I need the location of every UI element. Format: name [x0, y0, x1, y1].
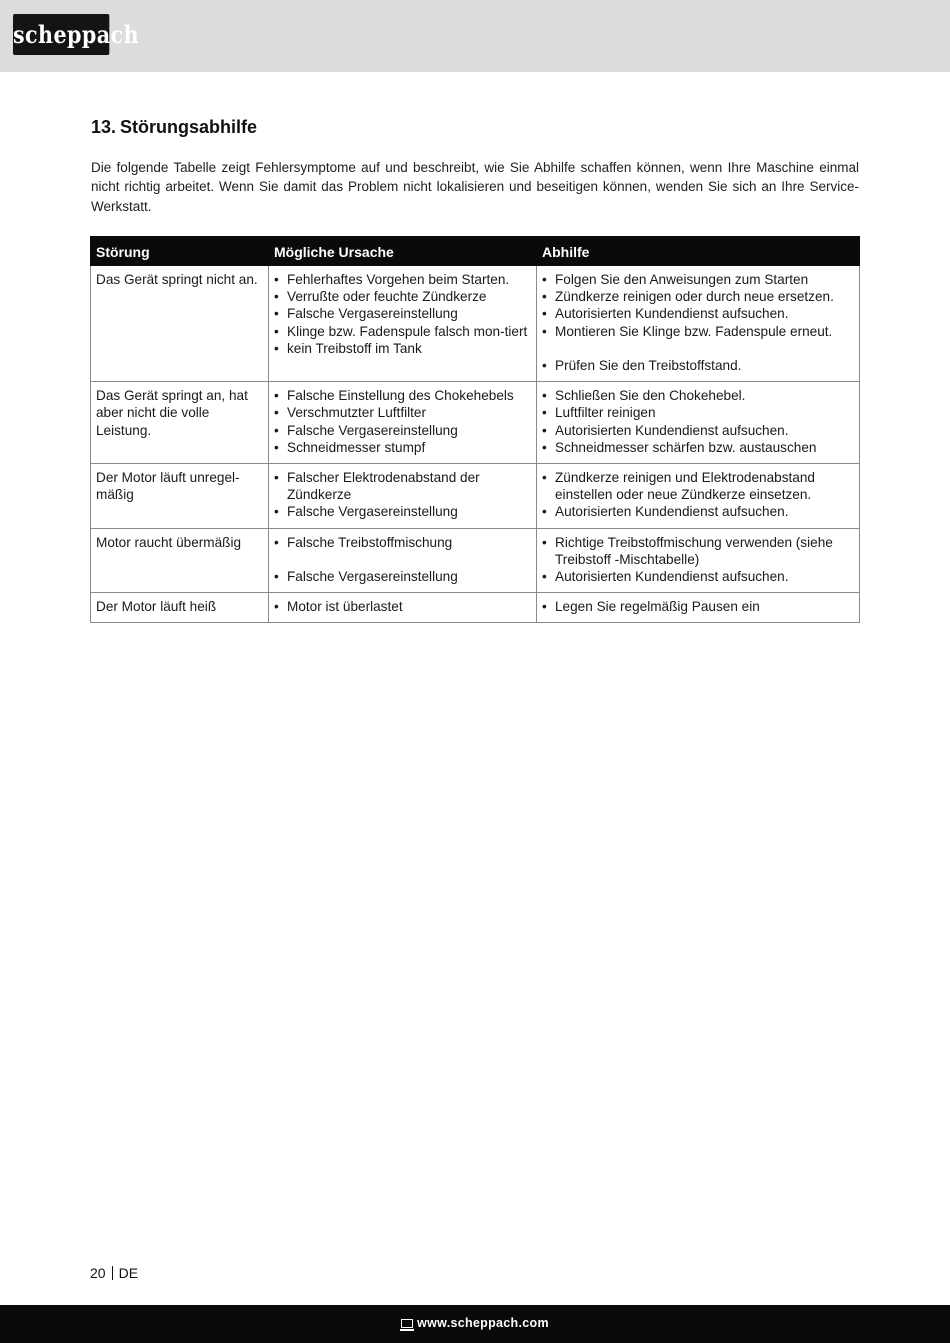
fault-cell: Der Motor läuft heiß — [91, 593, 269, 623]
list-item: • Falscher Elektrodenabstand der Zündkerze — [274, 469, 531, 503]
remedy-list — [542, 534, 854, 586]
section-title-text: Störungsabhilfe — [120, 117, 258, 137]
troubleshooting-table — [90, 236, 860, 623]
list-item: • Luftfilter reinigen — [542, 404, 854, 421]
list-spacer — [542, 340, 854, 357]
table-row — [91, 266, 860, 382]
intro-paragraph: Die folgende Tabelle zeigt Fehlersymptome auf und beschreibt, wie Sie Abhilfe schaffen können, wenn Ihre Maschine einmal nicht richtig arbeitet. Wenn Sie damit das Problem nicht lokalisieren und beseitigen können, wenden Sie sich an Ihre Service-Werkstatt. — [91, 160, 859, 214]
list-item: • Legen Sie regelmäßig Pausen ein — [542, 598, 854, 615]
cause-list — [274, 598, 531, 615]
cause-list — [274, 534, 531, 586]
table-header-row — [91, 237, 860, 266]
cause-cell — [269, 266, 537, 382]
list-item: • Richtige Treibstoffmischung verwenden (siehe Treibstoff -Mischtabelle) — [542, 534, 854, 568]
list-item: • Autorisierten Kundendienst aufsuchen. — [542, 503, 854, 520]
table-row — [91, 528, 860, 593]
brand-logo: scheppach — [13, 14, 109, 55]
page-number-value: 20 — [90, 1265, 106, 1281]
page-number — [90, 1265, 138, 1281]
column-header-remedy: Abhilfe — [537, 237, 860, 266]
list-item: • Zündkerze reinigen oder durch neue ersetzen. — [542, 288, 854, 305]
fault-cell: Der Motor läuft unregel-mäßig — [91, 464, 269, 529]
list-item: • Falsche Vergasereinstellung — [274, 305, 531, 322]
cause-cell — [269, 528, 537, 593]
table-row — [91, 593, 860, 623]
section-number: 13. — [91, 117, 117, 137]
remedy-cell — [537, 382, 860, 464]
website-link[interactable]: www.scheppach.com — [417, 1316, 549, 1330]
fault-cell: Das Gerät springt nicht an. — [91, 266, 269, 382]
cause-list — [274, 469, 531, 521]
remedy-cell — [537, 593, 860, 623]
list-item: • Falsche Einstellung des Chokehebels — [274, 387, 531, 404]
list-item: • Schließen Sie den Chokehebel. — [542, 387, 854, 404]
list-item: • kein Treibstoff im Tank — [274, 340, 531, 357]
header-band — [0, 0, 950, 72]
fault-cell: Motor raucht übermäßig — [91, 528, 269, 593]
language-code: DE — [118, 1265, 139, 1281]
list-item: • Falsche Vergasereinstellung — [274, 422, 531, 439]
list-item: • Montieren Sie Klinge bzw. Fadenspule erneut. — [542, 323, 854, 340]
list-item: • Verrußte oder feuchte Zündkerze — [274, 288, 531, 305]
cause-list — [274, 387, 531, 456]
list-item: • Schneidmesser schärfen bzw. austauschen — [542, 439, 854, 456]
table-row — [91, 464, 860, 529]
list-item: • Falsche Treibstoffmischung — [274, 534, 531, 551]
list-item: • Zündkerze reinigen und Elektrodenabstand einstellen oder neue Zündkerze einsetzen. — [542, 469, 854, 503]
list-item: • Prüfen Sie den Treibstoffstand. — [542, 357, 854, 374]
footer-url — [0, 1316, 950, 1330]
footer-band — [0, 1305, 950, 1343]
remedy-list — [542, 469, 854, 521]
list-item: • Falsche Vergasereinstellung — [274, 503, 531, 520]
remedy-list — [542, 271, 854, 374]
cause-cell — [269, 593, 537, 623]
remedy-cell — [537, 528, 860, 593]
remedy-cell — [537, 266, 860, 382]
remedy-list — [542, 387, 854, 456]
cause-list — [274, 271, 531, 357]
table-row — [91, 382, 860, 464]
list-item: • Verschmutzter Luftfilter — [274, 404, 531, 421]
remedy-cell — [537, 464, 860, 529]
remedy-list — [542, 598, 854, 615]
section-title — [91, 117, 257, 138]
list-item: • Falsche Vergasereinstellung — [274, 568, 531, 585]
list-item: • Schneidmesser stumpf — [274, 439, 531, 456]
list-item: • Autorisierten Kundendienst aufsuchen. — [542, 305, 854, 322]
list-item: • Autorisierten Kundendienst aufsuchen. — [542, 568, 854, 585]
list-item: • Autorisierten Kundendienst aufsuchen. — [542, 422, 854, 439]
monitor-icon — [401, 1319, 413, 1328]
fault-cell: Das Gerät springt an, hat aber nicht die volle Leistung. — [91, 382, 269, 464]
list-item: • Folgen Sie den Anweisungen zum Starten — [542, 271, 854, 288]
list-item: • Fehlerhaftes Vorgehen beim Starten. — [274, 271, 531, 288]
cause-cell — [269, 464, 537, 529]
column-header-cause: Mögliche Ursache — [269, 237, 537, 266]
list-item: • Motor ist überlastet — [274, 598, 531, 615]
list-spacer — [274, 551, 531, 568]
cause-cell — [269, 382, 537, 464]
page-number-separator — [112, 1266, 113, 1280]
column-header-fault: Störung — [91, 237, 269, 266]
list-item: • Klinge bzw. Fadenspule falsch mon-tiert — [274, 323, 531, 340]
